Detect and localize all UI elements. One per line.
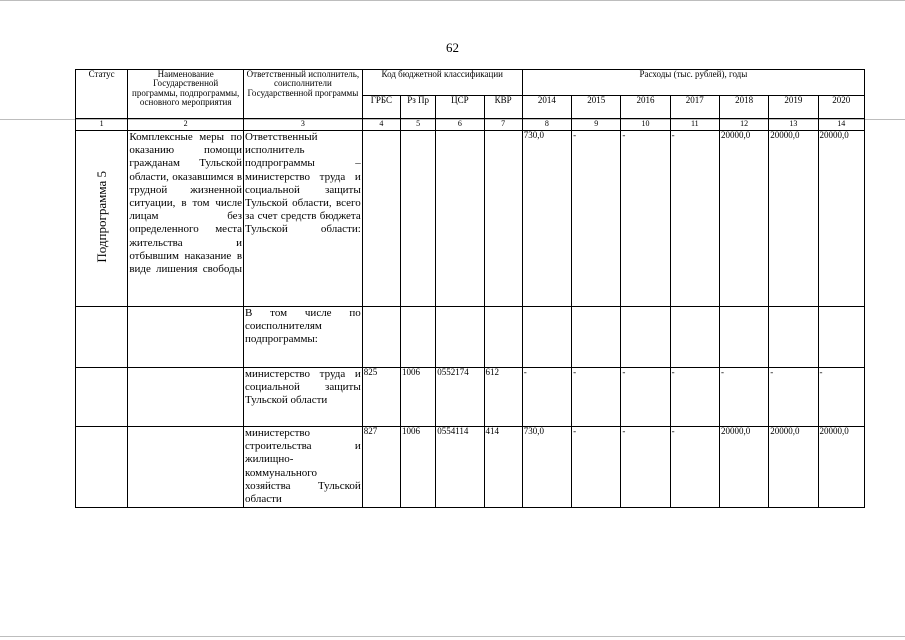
status-cell xyxy=(76,307,128,368)
expense-cell: - xyxy=(818,368,864,427)
expense-cell: - xyxy=(522,368,571,427)
header-csr: ЦСР xyxy=(436,96,484,119)
expense-cell: - xyxy=(769,368,818,427)
scan-artifact-line xyxy=(0,0,905,1)
header-year: 2015 xyxy=(572,96,621,119)
expense-cell: - xyxy=(670,131,719,307)
column-number: 13 xyxy=(769,119,818,131)
header-budget-code: Код бюджетной классификации xyxy=(362,70,522,96)
header-year: 2016 xyxy=(621,96,670,119)
expense-cell: 20000,0 xyxy=(719,427,768,508)
executor-cell: министерство строительства и жилищно-коммунального хозяйства Тульской области xyxy=(244,427,363,508)
column-number: 10 xyxy=(621,119,670,131)
expense-cell: - xyxy=(621,368,670,427)
header-rzpr: Рз Пр xyxy=(401,96,436,119)
expense-cell xyxy=(769,307,818,368)
expense-cell: 730,0 xyxy=(522,131,571,307)
expense-cell: 20000,0 xyxy=(769,131,818,307)
kvr-cell: 612 xyxy=(484,368,522,427)
expense-cell xyxy=(572,307,621,368)
expense-cell: - xyxy=(572,368,621,427)
header-year: 2019 xyxy=(769,96,818,119)
kvr-cell: 414 xyxy=(484,427,522,508)
expense-cell xyxy=(522,307,571,368)
program-name xyxy=(128,427,244,508)
expense-cell xyxy=(719,307,768,368)
rzpr-cell: 1006 xyxy=(401,427,436,508)
kvr-cell xyxy=(484,131,522,307)
program-name: Комплексные меры по оказанию помощи гражданам Тульской области, оказавшимся в трудной жизненной ситуации, в том числе лицам без определенного места жительства и отбывшим наказание в виде лишения свободы xyxy=(128,131,244,307)
csr-cell: 0552174 xyxy=(436,368,484,427)
status-cell xyxy=(76,368,128,427)
expense-cell: - xyxy=(670,368,719,427)
header-executor: Ответственный исполнитель, соисполнители Государственной программы xyxy=(244,70,363,119)
page-number: 62 xyxy=(446,40,459,55)
header-expenses: Расходы (тыс. рублей), годы xyxy=(522,70,864,96)
table-row xyxy=(76,131,865,307)
expense-cell: - xyxy=(719,368,768,427)
scan-artifact-line xyxy=(0,636,905,637)
expense-cell: - xyxy=(572,427,621,508)
column-number: 11 xyxy=(670,119,719,131)
column-number: 1 xyxy=(76,119,128,131)
rzpr-cell: 1006 xyxy=(401,368,436,427)
grbs-cell xyxy=(362,131,400,307)
rzpr-cell xyxy=(401,307,436,368)
column-number: 5 xyxy=(401,119,436,131)
program-name xyxy=(128,307,244,368)
expense-cell: - xyxy=(621,427,670,508)
csr-cell: 0554114 xyxy=(436,427,484,508)
column-number: 7 xyxy=(484,119,522,131)
budget-table xyxy=(75,69,865,508)
expense-cell: 20000,0 xyxy=(769,427,818,508)
header-status: Статус xyxy=(76,70,128,119)
executor-cell: В том числе по соисполнителям подпрограммы: xyxy=(244,307,363,368)
table-row xyxy=(76,307,865,368)
grbs-cell xyxy=(362,307,400,368)
table-row xyxy=(76,368,865,427)
kvr-cell xyxy=(484,307,522,368)
column-number: 4 xyxy=(362,119,400,131)
expense-cell: 20000,0 xyxy=(719,131,768,307)
csr-cell xyxy=(436,131,484,307)
header-grbs: ГРБС xyxy=(362,96,400,119)
rzpr-cell xyxy=(401,131,436,307)
grbs-cell: 825 xyxy=(362,368,400,427)
expense-cell: - xyxy=(572,131,621,307)
csr-cell xyxy=(436,307,484,368)
expense-cell: 730,0 xyxy=(522,427,571,508)
header-year: 2014 xyxy=(522,96,571,119)
column-number: 12 xyxy=(719,119,768,131)
status-label: Подпрограмма 5 xyxy=(93,171,109,264)
expense-cell: - xyxy=(621,131,670,307)
program-name xyxy=(128,368,244,427)
column-number: 14 xyxy=(818,119,864,131)
column-number: 3 xyxy=(244,119,363,131)
expense-cell xyxy=(818,307,864,368)
header-year: 2017 xyxy=(670,96,719,119)
header-kvr: КВР xyxy=(484,96,522,119)
expense-cell: 20000,0 xyxy=(818,427,864,508)
status-cell xyxy=(76,131,128,307)
executor-cell: Ответственный исполнитель подпрограммы – министерство труда и социальной защиты Тульской области, всего за счет средств бюджета Тульской области: xyxy=(244,131,363,307)
column-number: 8 xyxy=(522,119,571,131)
expense-cell: - xyxy=(670,427,719,508)
expense-cell: 20000,0 xyxy=(818,131,864,307)
expense-cell xyxy=(621,307,670,368)
header-year: 2018 xyxy=(719,96,768,119)
column-number: 9 xyxy=(572,119,621,131)
grbs-cell: 827 xyxy=(362,427,400,508)
header-year: 2020 xyxy=(818,96,864,119)
executor-cell: министерство труда и социальной защиты Тульской области xyxy=(244,368,363,427)
table-row xyxy=(76,427,865,508)
status-cell xyxy=(76,427,128,508)
column-number: 2 xyxy=(128,119,244,131)
expense-cell xyxy=(670,307,719,368)
column-number: 6 xyxy=(436,119,484,131)
header-name: Наименование Государственной программы, подпрограммы, основного мероприятия xyxy=(128,70,244,119)
